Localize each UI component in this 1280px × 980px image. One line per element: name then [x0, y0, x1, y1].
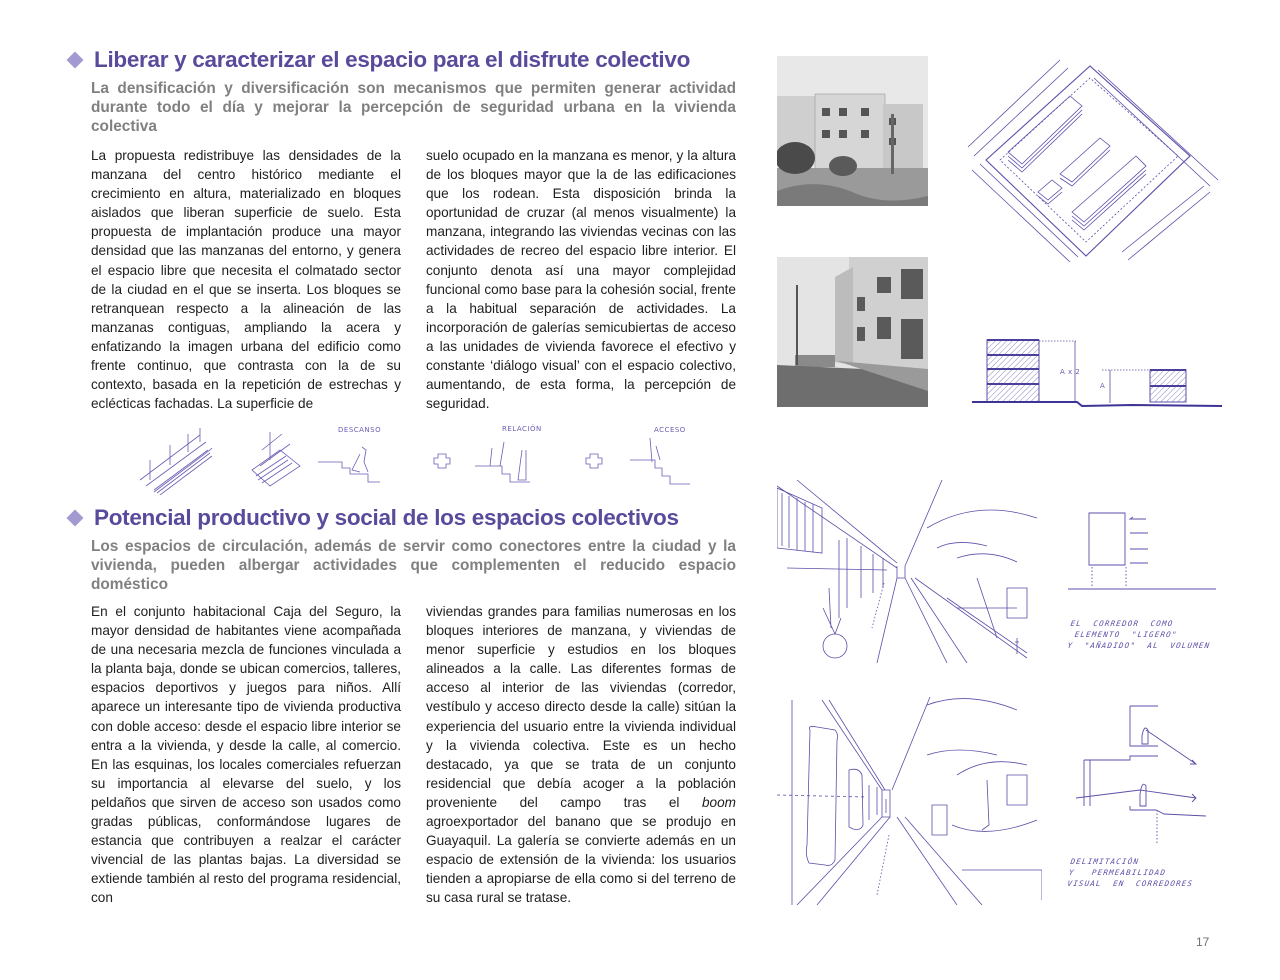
label-height-double: A x 2: [1060, 368, 1081, 376]
section-liberar: [64, 45, 736, 136]
section2-body: [91, 602, 736, 908]
stair-use-sketches-drawing: [130, 420, 720, 495]
corridor-volume-diagram: [1068, 505, 1218, 595]
photo-building-courtyard: [777, 56, 928, 206]
label-acceso: ACCESO: [654, 426, 686, 434]
visual-permeability-diagram-drawing: [1068, 698, 1218, 843]
section-heading: [64, 45, 736, 75]
stair-use-sketches: [130, 420, 720, 495]
emphasis-text: boom: [701, 794, 736, 810]
paragraph-text: agroexportador del banano que se produjo en Guayaquil. La galería se convierte además en un espacio de extensión de la vivienda: los usuarios tienden a apropiarse de ella como si del terreno de su casa rural se tratase.: [426, 814, 736, 906]
paragraph: [426, 602, 736, 908]
corridor-perspective-sketch-1-drawing: [777, 478, 1042, 663]
section-subtitle: La densificación y diversificación son mecanismos que permiten generar actividad durante todo el día y mejorar la percepción de seguridad urbana en la vivienda colectiva: [91, 80, 736, 135]
note-delimitacion: DELIMITACIÓN Y PERMEABILIDAD VISUAL EN CORREDORES: [1066, 857, 1194, 888]
label-height-single: A: [1100, 382, 1106, 390]
corridor-perspective-sketch-2-drawing: [777, 695, 1042, 905]
section-potencial: [64, 503, 736, 594]
visual-permeability-diagram: [1068, 698, 1218, 843]
diamond-bullet-icon: [67, 510, 84, 527]
corridor-perspective-sketch-2: [777, 695, 1042, 905]
axonometric-block-sketch-drawing: [960, 52, 1222, 262]
paragraph: La propuesta redistribuye las densidades de la manzana del centro histórico mediante el crecimiento en altura, materializado en bloques aislados que liberan superficie de suelo. Esta propuesta de implantación produce una mayor densidad que las manzanas del entorno, y genera el espacio libre que necesita el colmatado sector de la ciudad en el que se inserta. Los bloques se retranquean respecto a la alineación de las manzanas contiguas, ampliando la acera y enfatizando la imagen urbana del edificio como frente continuo, que contrasta con la de su contexto, basada en la repetición de estrechas y eclécticas fachadas. La superficie de: [91, 148, 401, 412]
text-column-right: [426, 146, 736, 413]
photo-street-sidewalk: [777, 257, 928, 407]
height-section-diagram: [972, 330, 1222, 410]
corridor-volume-diagram-drawing: [1068, 505, 1218, 595]
axonometric-block-sketch: [960, 52, 1222, 262]
text-column-right: [426, 602, 736, 908]
note-corredor-ligero: EL CORREDOR COMO ELEMENTO "LIGERO" Y "AÑADIDO" AL VOLUMEN: [1066, 619, 1211, 650]
section-subtitle: Los espacios de circulación, además de servir como conectores entre la ciudad y la vivienda, pueden albergar actividades que complementen el reducido espacio doméstico: [91, 538, 736, 593]
page-number: 17: [1196, 935, 1210, 949]
text-column-left: [91, 602, 401, 908]
section-title: Liberar y caracterizar el espacio para el disfrute colectivo: [94, 47, 691, 72]
photo-street-sidewalk-image: [777, 257, 928, 407]
section-title: Potencial productivo y social de los espacios colectivos: [94, 505, 679, 530]
label-relacion: RELACIÓN: [502, 425, 542, 433]
corridor-perspective-sketch-1: [777, 478, 1042, 663]
paragraph: suelo ocupado en la manzana es menor, y la altura de los bloques mayor que la de las edificaciones que los rodean. Esta disposición brinda la oportunidad de cruzar (al menos visualmente) la manzana, integrando las viviendas vecinas con las actividades de recreo del espacio libre interior. El conjunto denota así una mayor complejidad funcional como base para la cohesión social, frente a la habitual separación de actividades. La incorporación de galerías semicubiertas de acceso a las unidades de vivienda favorece el efectivo y constante ‘diálogo visual’ con el espacio colectivo, aumentando, de esta forma, la percepción de seguridad.: [426, 148, 736, 412]
height-section-diagram-drawing: [972, 330, 1222, 410]
paragraph: En el conjunto habitacional Caja del Seguro, la mayor densidad de habitantes viene acompañada de una necesaria mezcla de funciones vinculada a la planta baja, donde se ubican comercios, talleres, espacios deportivos y juegos para niños. Allí aparece un interesante tipo de vivienda productiva con doble acceso: desde el espacio libre interior se entra a la vivienda, y desde la calle, al comercio. En las esquinas, los locales comerciales refuerzan su importancia al elevarse del suelo, y los peldaños que sirven de acceso son usados como gradas públicas, conformándose lugares de estancia que contribuyen a realzar el carácter vivencial de las plantas bajas. La diversidad se extiende también al resto del programa residencial, con: [91, 604, 401, 906]
section1-body: [91, 146, 736, 413]
paragraph-text: viviendas grandes para familias numerosas en los bloques interiores de manzana, y viviendas de menor superficie y estudios en los bloques alineados a la calle. Las diferentes formas de acceso al interior de las viviendas (corredor, vestíbulo y acceso directo desde la calle) sitúan la experiencia del usuario entre la vivienda individual y la vivienda colectiva. Este es un hecho destacado, ya que se trata de un conjunto residencial que debía acoger a la población proveniente del campo tras el: [426, 604, 736, 810]
diamond-bullet-icon: [67, 52, 84, 69]
text-column-left: [91, 146, 401, 413]
photo-building-courtyard-image: [777, 56, 928, 206]
section-heading: [64, 503, 736, 533]
label-descanso: DESCANSO: [338, 426, 382, 434]
